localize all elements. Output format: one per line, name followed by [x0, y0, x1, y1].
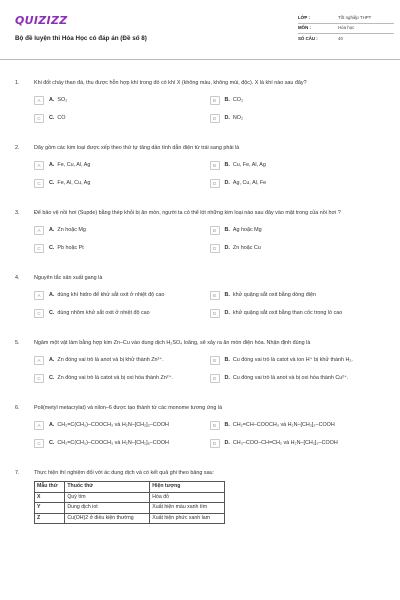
question-text: Nguyên tắc sản xuất gang là	[34, 275, 103, 282]
option-text: dùng khí hidro để khử sắt oxit ở nhiệt độ cao	[57, 292, 165, 299]
meta-key: SỐ CÂU :	[298, 36, 318, 42]
answer-options	[15, 161, 385, 197]
option-a[interactable]	[34, 356, 210, 365]
option-label: C.	[49, 115, 55, 121]
question-text: Khi đốt cháy than đá, thu được hỗn hợp khí trong đó có khí X (không màu, không mùi, độc). X là khí nào sau đây?	[34, 80, 307, 86]
option-label: D.	[224, 180, 230, 187]
option-checkbox[interactable]: D	[210, 244, 220, 253]
table-header-reagent: Thuốc thử	[65, 482, 150, 493]
question-text: Thực hiện thí nghiệm đối với ác dung dịch và có kết quả ghi theo bảng sau:	[34, 470, 215, 477]
option-b[interactable]	[210, 421, 386, 430]
question-number: 6.	[15, 405, 20, 412]
option-a[interactable]	[34, 96, 210, 105]
meta-key: MÔN :	[298, 25, 311, 31]
option-text: CH₂=CH–COOCH₃ và H₂N–[CH₂]₅–COOH	[232, 422, 335, 429]
option-checkbox[interactable]: C	[34, 309, 44, 318]
option-c[interactable]	[34, 309, 210, 318]
option-text: Fe, Al, Cu, Ag	[57, 180, 91, 187]
option-checkbox[interactable]: B	[210, 161, 220, 170]
meta-row-question-count	[298, 34, 394, 45]
option-d[interactable]	[210, 244, 386, 253]
answer-options	[15, 226, 385, 262]
table-cell: Xuất hiện phức xanh lam	[150, 513, 225, 524]
option-checkbox[interactable]: D	[210, 374, 220, 383]
option-text: Cu, Fe, Al, Ag	[232, 162, 266, 169]
option-text: Zn hoặc Cu	[232, 245, 261, 252]
option-text: Zn đóng vai trò là catot và bị oxi hóa thành Zn²⁺.	[57, 375, 173, 382]
option-checkbox[interactable]: C	[34, 179, 44, 188]
option-d[interactable]	[210, 374, 386, 383]
question-text: Poli(metyl metacrylat) và nilon–6 được tạo thành từ các monome tương ứng là	[34, 405, 223, 412]
question-6	[15, 405, 385, 457]
question-text: Để bảo vệ nồi hơi (Supde) bằng thép khỏi bị ăn mòn, người ta có thể lót những kim loại nào sau đây vào mặt trong của nồi hơi ?	[34, 210, 341, 217]
option-checkbox[interactable]: C	[34, 439, 44, 448]
meta-row-class	[298, 13, 394, 24]
option-checkbox[interactable]: D	[210, 179, 220, 188]
option-text: CO₂	[232, 97, 244, 103]
option-c[interactable]	[34, 179, 210, 188]
option-text: Pb hoặc Pt	[57, 245, 84, 252]
option-label: A.	[49, 97, 55, 103]
option-checkbox[interactable]: B	[210, 356, 220, 365]
option-label: B.	[224, 422, 230, 429]
option-label: C.	[49, 310, 55, 317]
option-a[interactable]	[34, 421, 210, 430]
question-1	[15, 80, 385, 132]
question-list	[0, 60, 400, 524]
option-a[interactable]	[34, 161, 210, 170]
option-text: CH₃–COO–CH=CH₂ và H₂N–[CH₂]₅–COOH	[232, 440, 338, 447]
meta-row-subject	[298, 24, 394, 35]
option-text: Cu đóng vai trò là catot và ion H⁺ bị khử thành H₂.	[232, 357, 353, 364]
table-cell: Y	[35, 503, 65, 514]
option-label: B.	[224, 357, 230, 364]
answer-options	[15, 356, 385, 392]
option-checkbox[interactable]: B	[210, 291, 220, 300]
quizizz-logo: QUIZIZZ	[15, 14, 68, 27]
question-7	[15, 470, 385, 524]
table-cell: Quỳ tím	[65, 492, 150, 503]
option-label: D.	[224, 245, 230, 252]
option-a[interactable]	[34, 226, 210, 235]
option-label: D.	[224, 115, 230, 121]
option-text: dùng nhôm khử sắt oxit ở nhiệt độ cao	[57, 310, 150, 317]
table-cell: Hóa đỏ	[150, 492, 225, 503]
option-label: D.	[224, 310, 230, 317]
option-label: B.	[224, 162, 230, 169]
option-text: Cu đóng vai trò là anot và bị oxi hóa thành Cu²⁺.	[232, 375, 349, 382]
option-label: B.	[224, 292, 230, 299]
table-row	[35, 513, 225, 524]
option-checkbox[interactable]: A	[34, 226, 44, 235]
option-d[interactable]	[210, 114, 386, 123]
worksheet-header	[0, 0, 400, 60]
question-text: Ngâm một vật làm bằng hợp kim Zn–Cu vào dung dịch H₂SO₄ loãng, sẽ xảy ra ăn mòn điện hóa. Nhận định đúng là	[34, 340, 311, 347]
table-cell: Cu(OH)2 ở điều kiện thường	[65, 513, 150, 524]
option-text: khử quặng sắt oxit bằng than cốc trong lò cao	[232, 310, 343, 317]
option-label: A.	[49, 357, 55, 364]
option-label: B.	[224, 227, 230, 234]
question-number: 2.	[15, 145, 20, 152]
question-2	[15, 145, 385, 197]
option-checkbox[interactable]: A	[34, 96, 44, 105]
option-label: A.	[49, 292, 55, 299]
worksheet-meta	[298, 13, 394, 45]
answer-options	[15, 421, 385, 457]
option-checkbox[interactable]: C	[34, 114, 44, 123]
option-checkbox[interactable]: D	[210, 439, 220, 448]
question-number: 7.	[15, 470, 20, 477]
meta-key: LỚP :	[298, 14, 310, 20]
question-number: 4.	[15, 275, 20, 282]
option-checkbox[interactable]: D	[210, 309, 220, 318]
table-row	[35, 503, 225, 514]
option-label: D.	[224, 440, 230, 447]
option-checkbox[interactable]: A	[34, 421, 44, 430]
option-checkbox[interactable]: B	[210, 96, 220, 105]
table-row	[35, 492, 225, 503]
option-label: C.	[49, 440, 55, 447]
option-c[interactable]	[34, 244, 210, 253]
option-text: SO₂	[57, 97, 68, 103]
question-3	[15, 210, 385, 262]
option-text: Fe, Cu, Al, Ag	[57, 162, 91, 169]
option-c[interactable]	[34, 374, 210, 383]
question-text: Dãy gồm các kim loại được xếp theo thứ tự tăng dần tính dẫn điện từ trái sang phải là	[34, 145, 240, 152]
option-checkbox[interactable]: A	[34, 291, 44, 300]
table-header-phenomenon: Hiện tượng	[150, 482, 225, 493]
option-d[interactable]	[210, 309, 386, 318]
option-label: C.	[49, 180, 55, 187]
option-b[interactable]	[210, 161, 386, 170]
option-b[interactable]	[210, 96, 386, 105]
option-d[interactable]	[210, 439, 386, 448]
option-text: CH₂=C(CH₃)–COOCH₃ và H₂N–[CH₂]₆–COOH	[57, 440, 169, 447]
option-text: CO	[57, 115, 66, 121]
option-d[interactable]	[210, 179, 386, 188]
option-text: Ag hoặc Mg	[232, 227, 262, 234]
option-label: C.	[49, 245, 55, 252]
table-cell: Z	[35, 513, 65, 524]
option-checkbox[interactable]: B	[210, 421, 220, 430]
option-checkbox[interactable]: C	[34, 244, 44, 253]
table-cell: Dung dịch iot	[65, 503, 150, 514]
option-label: B.	[224, 97, 230, 103]
option-checkbox[interactable]: A	[34, 161, 44, 170]
option-checkbox[interactable]: B	[210, 226, 220, 235]
answer-options	[15, 96, 385, 132]
option-label: A.	[49, 422, 55, 429]
question-4	[15, 275, 385, 327]
option-label: A.	[49, 227, 55, 234]
option-text: Zn hoặc Mg	[57, 227, 86, 234]
option-b[interactable]	[210, 356, 386, 365]
option-checkbox[interactable]: D	[210, 114, 220, 123]
option-label: D.	[224, 375, 230, 382]
question-number: 1.	[15, 80, 20, 86]
option-c[interactable]	[34, 439, 210, 448]
question-number: 3.	[15, 210, 20, 217]
table-header-row	[35, 482, 225, 493]
option-checkbox[interactable]: A	[34, 356, 44, 365]
question-number: 5.	[15, 340, 20, 347]
worksheet-title: Bộ đề luyện thi Hóa Học có đáp án (Đề số 8)	[15, 35, 147, 43]
option-label: C.	[49, 375, 55, 382]
option-text: NO₂	[232, 115, 244, 121]
option-b[interactable]	[210, 226, 386, 235]
option-text: khử quặng sắt oxit bằng dòng điện	[232, 292, 316, 299]
option-text: Zn đóng vai trò là anot và bị khử thành Zn²⁺.	[57, 357, 164, 364]
option-b[interactable]	[210, 291, 386, 300]
option-checkbox[interactable]: C	[34, 374, 44, 383]
answer-options	[15, 291, 385, 327]
option-a[interactable]	[34, 291, 210, 300]
meta-value: Tốt nghiệp THPT	[338, 14, 372, 20]
table-cell: X	[35, 492, 65, 503]
question-5	[15, 340, 385, 392]
meta-value: 40	[338, 36, 343, 42]
option-c[interactable]	[34, 114, 210, 123]
experiment-table	[34, 481, 225, 524]
option-text: CH₂=C(CH₃)–COOCH₃ và H₂N–[CH₂]₅–COOH	[57, 422, 169, 429]
option-label: A.	[49, 162, 55, 169]
table-header-sample: Mẫu thử	[35, 482, 65, 493]
meta-value: Hóa học	[338, 25, 355, 31]
table-cell: Xuất hiện màu xanh tím	[150, 503, 225, 514]
option-text: Ag, Cu, Al, Fe	[232, 180, 267, 187]
